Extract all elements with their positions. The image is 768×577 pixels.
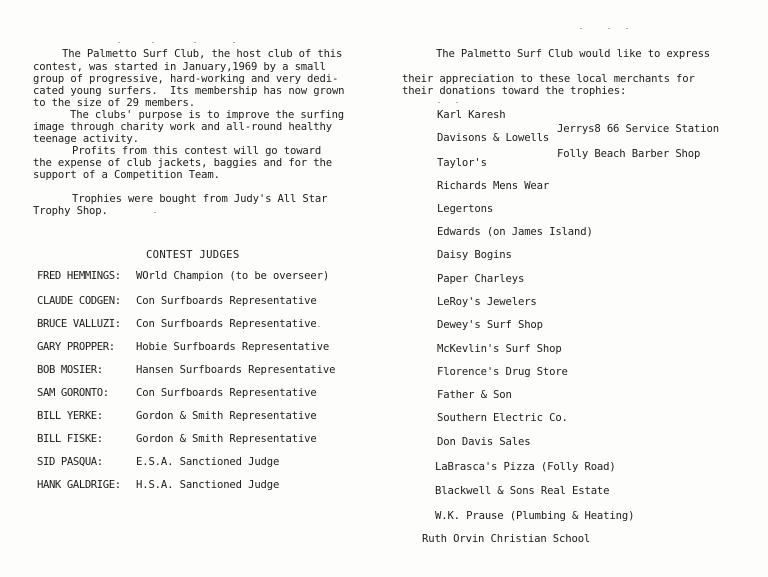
intro-line: group of progressive, hard-working and very dedi-: [33, 73, 339, 85]
judge-name: HANK GALDRIGE:: [37, 479, 121, 491]
intro-line: contest, was started in January,1969 by a small: [33, 61, 326, 73]
merchant-item: Folly Beach Barber Shop: [557, 148, 701, 160]
merchant-item: Don Davis Sales: [437, 436, 531, 448]
merchant-item: Ruth Orvin Christian School: [422, 533, 591, 545]
merchant-item: Blackwell & Sons Real Estate: [435, 485, 610, 497]
merchant-item: Edwards (on James Island): [437, 226, 593, 238]
thanks-line: The Palmetto Surf Club would like to express: [436, 48, 711, 60]
judge-role: Con Surfboards Representative: [136, 318, 317, 330]
scan-speck: [154, 212, 156, 213]
judge-name: BILL FISKE:: [37, 433, 103, 445]
intro-line: The clubs' purpose is to improve the surfing: [70, 109, 345, 121]
judge-name: FRED HEMMINGS:: [37, 270, 121, 282]
merchant-item: Paper Charleys: [437, 273, 525, 285]
scan-speck: [438, 102, 440, 103]
judge-name: BOB MOSIER:: [37, 364, 103, 376]
intro-line: image through charity work and all-round healthy: [33, 121, 332, 133]
judge-name: SAM GORONTO:: [37, 387, 109, 399]
merchant-item: Richards Mens Wear: [437, 180, 550, 192]
merchant-item: McKevlin's Surf Shop: [437, 343, 562, 355]
merchant-item: LeRoy's Jewelers: [437, 296, 537, 308]
intro-line: Trophies were bought from Judy's All Star: [72, 193, 328, 205]
merchant-item: Florence's Drug Store: [437, 366, 568, 378]
merchant-item: Jerrys8 66 Service Station: [557, 123, 719, 135]
scan-speck: [456, 102, 458, 103]
judge-role: Hansen Surfboards Representative: [136, 364, 336, 376]
scan-speck: [152, 42, 154, 43]
scan-speck: [194, 42, 196, 43]
scan-speck: [233, 42, 235, 43]
intro-line: to the size of 29 members.: [33, 97, 195, 109]
intro-line: Profits from this contest will go toward: [72, 145, 322, 157]
intro-line: the expense of club jackets, baggies and for the: [33, 157, 332, 169]
judge-name: SID PASQUA:: [37, 456, 103, 468]
intro-line: Trophy Shop.: [33, 205, 108, 217]
scan-speck: [608, 28, 610, 29]
judge-role: E.S.A. Sanctioned Judge: [136, 456, 280, 468]
judge-role: WOrld Champion (to be overseer): [136, 270, 330, 282]
merchant-item: Daisy Bogins: [437, 249, 512, 261]
merchant-item: Southern Electric Co.: [437, 412, 568, 424]
scan-speck: [626, 28, 628, 29]
merchant-item: LaBrasca's Pizza (Folly Road): [435, 461, 616, 473]
merchant-item: Karl Karesh: [437, 109, 506, 121]
intro-line: teenage activity.: [33, 133, 139, 145]
scan-speck: [118, 42, 120, 43]
judge-role: Con Surfboards Representative: [136, 295, 317, 307]
scan-speck: [318, 326, 320, 327]
intro-line: support of a Competition Team.: [33, 169, 220, 181]
judge-role: Gordon & Smith Representative: [136, 433, 317, 445]
judge-role: Con Surfboards Representative: [136, 387, 317, 399]
judge-role: Hobie Surfboards Representative: [136, 341, 330, 353]
intro-line: The Palmetto Surf Club, the host club of this: [62, 48, 343, 60]
merchant-item: W.K. Prause (Plumbing & Heating): [435, 510, 635, 522]
judge-name: BILL YERKE:: [37, 410, 103, 422]
scan-speck: [580, 28, 582, 29]
thanks-line: their appreciation to these local merchants for: [402, 73, 695, 85]
merchant-item: Legertons: [437, 203, 494, 215]
judge-role: H.S.A. Sanctioned Judge: [136, 479, 280, 491]
merchant-item: Davisons & Lowells: [437, 132, 550, 144]
intro-line: cated young surfers. Its membership has now grown: [33, 85, 345, 97]
merchant-item: Dewey's Surf Shop: [437, 319, 543, 331]
judge-role: Gordon & Smith Representative: [136, 410, 317, 422]
merchant-item: Father & Son: [437, 389, 512, 401]
merchant-item: Taylor's: [437, 157, 487, 169]
judge-name: BRUCE VALLUZI:: [37, 318, 121, 330]
judges-heading: CONTEST JUDGES: [146, 249, 240, 261]
judge-name: CLAUDE CODGEN:: [37, 295, 121, 307]
thanks-line: their donations toward the trophies:: [402, 85, 627, 97]
judge-name: GARY PROPPER:: [37, 341, 115, 353]
